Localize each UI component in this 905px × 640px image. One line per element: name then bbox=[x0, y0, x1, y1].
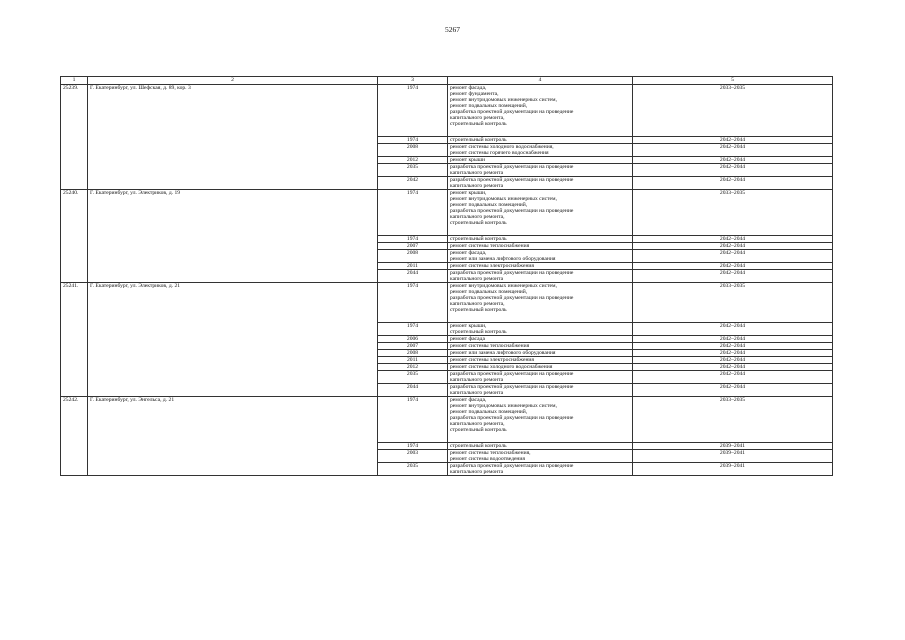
work-item: капитального ремонта, bbox=[450, 115, 505, 121]
table-row bbox=[61, 283, 833, 323]
works-list bbox=[448, 236, 633, 243]
construction-year: 2042 bbox=[378, 177, 448, 190]
construction-year: 1974 bbox=[378, 236, 448, 243]
empty-cell bbox=[61, 250, 88, 263]
empty-cell bbox=[61, 384, 88, 397]
repair-period: 2042–2044 bbox=[633, 357, 833, 364]
work-item: ремонт внутридомовых инженерных систем, bbox=[450, 283, 557, 289]
table-row bbox=[61, 157, 833, 164]
table-row bbox=[61, 164, 833, 177]
work-item: капитального ремонта, bbox=[450, 301, 505, 307]
empty-cell bbox=[88, 263, 378, 270]
repair-period: 2042–2044 bbox=[633, 364, 833, 371]
page-number: 5267 bbox=[445, 25, 460, 34]
table-row bbox=[61, 364, 833, 371]
repair-period: 2042–2044 bbox=[633, 263, 833, 270]
works-list bbox=[448, 323, 633, 336]
empty-cell bbox=[88, 371, 378, 384]
work-item: разработка проектной документации на проведение bbox=[450, 384, 574, 390]
empty-cell bbox=[61, 243, 88, 250]
work-item: капитального ремонта bbox=[450, 183, 504, 189]
empty-cell bbox=[88, 357, 378, 364]
repair-period: 2039–2041 bbox=[633, 463, 833, 476]
construction-year: 2007 bbox=[378, 243, 448, 250]
building-address: Г. Екатеринбург, ул. Электриков, д. 21 bbox=[88, 283, 378, 323]
work-item: строительный контроль bbox=[450, 220, 507, 226]
work-item: разработка проектной документации на проведение bbox=[450, 109, 574, 115]
construction-year: 1974 bbox=[378, 323, 448, 336]
table-row bbox=[61, 336, 833, 343]
work-item: капитального ремонта bbox=[450, 390, 504, 396]
empty-cell bbox=[61, 144, 88, 157]
construction-year: 2011 bbox=[378, 263, 448, 270]
empty-cell bbox=[61, 177, 88, 190]
empty-cell bbox=[61, 157, 88, 164]
empty-cell bbox=[61, 357, 88, 364]
works-list bbox=[448, 137, 633, 144]
empty-cell bbox=[88, 164, 378, 177]
table-body bbox=[61, 85, 833, 476]
empty-cell bbox=[88, 336, 378, 343]
works-list bbox=[448, 85, 633, 137]
construction-year: 2008 bbox=[378, 250, 448, 263]
works-list bbox=[448, 157, 633, 164]
table-row bbox=[61, 236, 833, 243]
repair-period: 2042–2044 bbox=[633, 243, 833, 250]
table-row bbox=[61, 270, 833, 283]
works-list bbox=[448, 144, 633, 157]
empty-cell bbox=[61, 450, 88, 463]
works-list bbox=[448, 270, 633, 283]
construction-year: 2035 bbox=[378, 463, 448, 476]
construction-year: 2011 bbox=[378, 357, 448, 364]
empty-cell bbox=[61, 364, 88, 371]
works-list bbox=[448, 283, 633, 323]
work-item: ремонт подвальных помещений, bbox=[450, 289, 528, 295]
construction-year: 1974 bbox=[378, 137, 448, 144]
work-item: ремонт системы электроснабжения bbox=[450, 357, 534, 363]
table-row bbox=[61, 357, 833, 364]
work-item: ремонт системы холодного водоснабжения, bbox=[450, 144, 554, 150]
repair-period: 2042–2044 bbox=[633, 144, 833, 157]
repair-period: 2042–2044 bbox=[633, 250, 833, 263]
work-item: строительный контроль bbox=[450, 329, 507, 335]
building-number: 25242. bbox=[61, 397, 88, 443]
table-row bbox=[61, 450, 833, 463]
work-item: ремонт фасада, bbox=[450, 397, 487, 403]
work-item: капитального ремонта bbox=[450, 377, 504, 383]
works-list bbox=[448, 250, 633, 263]
repair-period: 2033–2035 bbox=[633, 283, 833, 323]
repair-period: 2042–2044 bbox=[633, 350, 833, 357]
empty-cell bbox=[88, 323, 378, 336]
works-list bbox=[448, 371, 633, 384]
work-item: строительный контроль bbox=[450, 137, 507, 143]
table-row bbox=[61, 443, 833, 450]
works-list bbox=[448, 397, 633, 443]
repair-period: 2039–2041 bbox=[633, 443, 833, 450]
building-number: 25241. bbox=[61, 283, 88, 323]
work-item: разработка проектной документации на проведение bbox=[450, 295, 574, 301]
table-row bbox=[61, 85, 833, 137]
empty-cell bbox=[61, 263, 88, 270]
building-number: 25240. bbox=[61, 190, 88, 236]
repair-period: 2042–2044 bbox=[633, 137, 833, 144]
construction-year: 1974 bbox=[378, 443, 448, 450]
repair-period: 2042–2044 bbox=[633, 177, 833, 190]
table-row bbox=[61, 384, 833, 397]
construction-year: 2044 bbox=[378, 270, 448, 283]
works-list bbox=[448, 190, 633, 236]
construction-year: 2003 bbox=[378, 450, 448, 463]
works-list bbox=[448, 243, 633, 250]
work-item: строительный контроль bbox=[450, 236, 507, 242]
empty-cell bbox=[61, 350, 88, 357]
header-cell: 5 bbox=[633, 77, 833, 85]
repair-schedule-table bbox=[60, 76, 833, 476]
empty-cell bbox=[88, 364, 378, 371]
table-row bbox=[61, 397, 833, 443]
works-list bbox=[448, 336, 633, 343]
empty-cell bbox=[61, 343, 88, 350]
empty-cell bbox=[88, 137, 378, 144]
empty-cell bbox=[61, 336, 88, 343]
work-item: ремонт подвальных помещений, bbox=[450, 103, 528, 109]
table-row bbox=[61, 137, 833, 144]
empty-cell bbox=[88, 463, 378, 476]
works-list bbox=[448, 357, 633, 364]
work-item: ремонт системы водоотведения bbox=[450, 456, 525, 462]
works-list bbox=[448, 177, 633, 190]
empty-cell bbox=[61, 137, 88, 144]
table-row bbox=[61, 250, 833, 263]
work-item: разработка проектной документации на проведение bbox=[450, 208, 574, 214]
work-item: разработка проектной документации на проведение bbox=[450, 164, 574, 170]
construction-year: 2008 bbox=[378, 144, 448, 157]
repair-period: 2042–2044 bbox=[633, 336, 833, 343]
work-item: ремонт или замена лифтового оборудования bbox=[450, 256, 556, 262]
work-item: ремонт подвальных помещений, bbox=[450, 202, 528, 208]
table-row bbox=[61, 190, 833, 236]
empty-cell bbox=[88, 350, 378, 357]
construction-year: 2012 bbox=[378, 364, 448, 371]
empty-cell bbox=[88, 343, 378, 350]
construction-year: 2006 bbox=[378, 336, 448, 343]
work-item: ремонт системы горячего водоснабжения bbox=[450, 150, 549, 156]
construction-year: 1974 bbox=[378, 283, 448, 323]
work-item: ремонт крыши bbox=[450, 157, 486, 163]
work-item: разработка проектной документации на проведение bbox=[450, 177, 574, 183]
repair-period: 2042–2044 bbox=[633, 157, 833, 164]
work-item: строительный контроль bbox=[450, 427, 507, 433]
empty-cell bbox=[88, 270, 378, 283]
empty-cell bbox=[61, 443, 88, 450]
empty-cell bbox=[88, 144, 378, 157]
repair-period: 2033–2035 bbox=[633, 190, 833, 236]
construction-year: 1974 bbox=[378, 397, 448, 443]
repair-period: 2033–2035 bbox=[633, 397, 833, 443]
repair-period: 2042–2044 bbox=[633, 270, 833, 283]
empty-cell bbox=[61, 463, 88, 476]
work-item: разработка проектной документации на проведение bbox=[450, 415, 574, 421]
empty-cell bbox=[88, 243, 378, 250]
empty-cell bbox=[61, 164, 88, 177]
table-row bbox=[61, 144, 833, 157]
empty-cell bbox=[88, 450, 378, 463]
table-row bbox=[61, 243, 833, 250]
work-item: ремонт внутридомовых инженерных систем, bbox=[450, 97, 557, 103]
repair-period: 2042–2044 bbox=[633, 236, 833, 243]
table-row bbox=[61, 463, 833, 476]
repair-period: 2042–2044 bbox=[633, 371, 833, 384]
empty-cell bbox=[88, 250, 378, 263]
work-item: строительный контроль bbox=[450, 307, 507, 313]
work-item: разработка проектной документации на проведение bbox=[450, 463, 574, 469]
work-item: капитального ремонта, bbox=[450, 214, 505, 220]
work-item: строительный контроль bbox=[450, 121, 507, 127]
table-row bbox=[61, 323, 833, 336]
work-item: ремонт или замена лифтового оборудования bbox=[450, 350, 556, 356]
building-number: 25239. bbox=[61, 85, 88, 137]
repair-period: 2042–2044 bbox=[633, 343, 833, 350]
work-item: ремонт системы теплоснабжения bbox=[450, 343, 530, 349]
header-cell: 2 bbox=[88, 77, 378, 85]
work-item: капитального ремонта bbox=[450, 276, 504, 282]
repair-period: 2042–2044 bbox=[633, 384, 833, 397]
work-item: строительный контроль bbox=[450, 443, 507, 449]
table-row bbox=[61, 371, 833, 384]
construction-year: 2035 bbox=[378, 371, 448, 384]
work-item: капитального ремонта bbox=[450, 170, 504, 176]
table-row bbox=[61, 177, 833, 190]
building-address: Г. Екатеринбург, ул. Энгельса, д. 21 bbox=[88, 397, 378, 443]
construction-year: 2035 bbox=[378, 164, 448, 177]
work-item: ремонт крыши, bbox=[450, 190, 487, 196]
construction-year: 2007 bbox=[378, 343, 448, 350]
works-list bbox=[448, 443, 633, 450]
header-cell: 1 bbox=[61, 77, 88, 85]
empty-cell bbox=[88, 384, 378, 397]
empty-cell bbox=[88, 177, 378, 190]
work-item: разработка проектной документации на проведение bbox=[450, 270, 574, 276]
construction-year: 2012 bbox=[378, 157, 448, 164]
empty-cell bbox=[61, 323, 88, 336]
works-list bbox=[448, 364, 633, 371]
construction-year: 1974 bbox=[378, 85, 448, 137]
repair-period: 2039–2041 bbox=[633, 450, 833, 463]
building-address: Г. Екатеринбург, ул. Электриков, д. 19 bbox=[88, 190, 378, 236]
work-item: ремонт фасада, bbox=[450, 250, 487, 256]
empty-cell bbox=[88, 443, 378, 450]
repair-period: 2042–2044 bbox=[633, 323, 833, 336]
repair-period: 2033–2035 bbox=[633, 85, 833, 137]
works-list bbox=[448, 164, 633, 177]
work-item: ремонт фасада bbox=[450, 336, 485, 342]
work-item: капитального ремонта, bbox=[450, 421, 505, 427]
header-cell: 4 bbox=[448, 77, 633, 85]
empty-cell bbox=[61, 236, 88, 243]
table-row bbox=[61, 343, 833, 350]
work-item: ремонт крыши, bbox=[450, 323, 487, 329]
empty-cell bbox=[88, 236, 378, 243]
work-item: ремонт фундамента, bbox=[450, 91, 499, 97]
work-item: ремонт системы теплоснабжения, bbox=[450, 450, 531, 456]
table-row bbox=[61, 263, 833, 270]
empty-cell bbox=[88, 157, 378, 164]
works-list bbox=[448, 384, 633, 397]
works-list bbox=[448, 343, 633, 350]
works-list bbox=[448, 463, 633, 476]
works-list bbox=[448, 350, 633, 357]
repair-period: 2042–2044 bbox=[633, 164, 833, 177]
works-list bbox=[448, 450, 633, 463]
work-item: капитального ремонта bbox=[450, 469, 504, 475]
building-address: Г. Екатеринбург, ул. Шефская, д. 89, кор. 3 bbox=[88, 85, 378, 137]
header-cell: 3 bbox=[378, 77, 448, 85]
work-item: ремонт системы теплоснабжения bbox=[450, 243, 530, 249]
table-row bbox=[61, 350, 833, 357]
works-list bbox=[448, 263, 633, 270]
construction-year: 2008 bbox=[378, 350, 448, 357]
header-row bbox=[61, 77, 833, 85]
work-item: ремонт системы холодного водоснабжения bbox=[450, 364, 553, 370]
work-item: ремонт внутридомовых инженерных систем, bbox=[450, 196, 557, 202]
empty-cell bbox=[61, 371, 88, 384]
work-item: ремонт внутридомовых инженерных систем, bbox=[450, 403, 557, 409]
construction-year: 1974 bbox=[378, 190, 448, 236]
work-item: ремонт фасада, bbox=[450, 85, 487, 91]
empty-cell bbox=[61, 270, 88, 283]
work-item: ремонт подвальных помещений, bbox=[450, 409, 528, 415]
construction-year: 2044 bbox=[378, 384, 448, 397]
work-item: ремонт системы электроснабжения bbox=[450, 263, 534, 269]
work-item: разработка проектной документации на проведение bbox=[450, 371, 574, 377]
